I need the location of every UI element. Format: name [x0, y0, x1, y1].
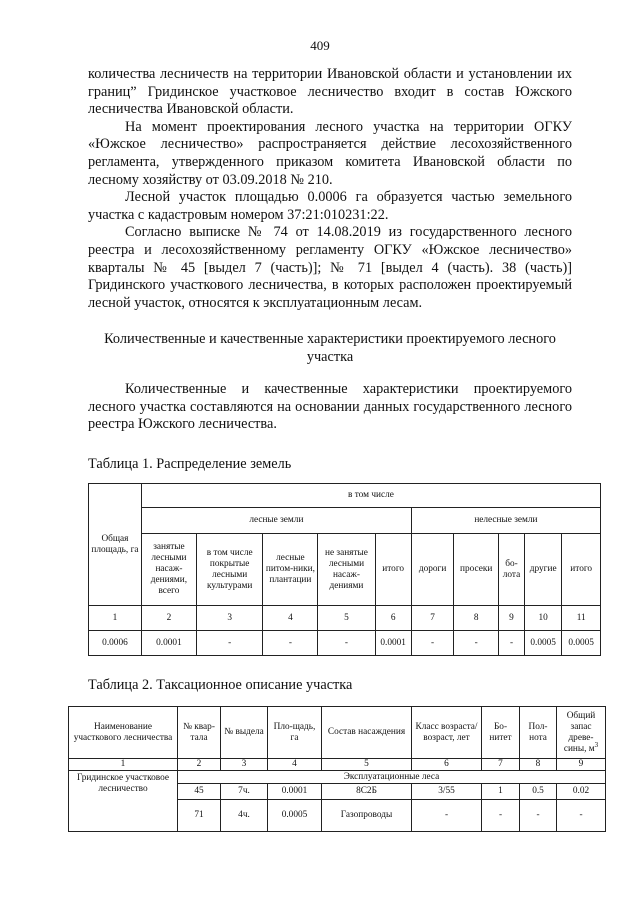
t1-header-col: итого: [562, 534, 601, 606]
t1-cell: 0.0001: [141, 631, 196, 656]
t1-col-number: 5: [318, 606, 375, 631]
t1-cell: -: [411, 631, 454, 656]
paragraph-4: Согласно выписке № 74 от 14.08.2019 из государственного лесного реестра и лесохозяйственному регламенту ОГКУ «Южское лесничество» кварталы № 45 [выдел 7 (часть)]; № 71 [выдел 4 (часть). 38 (часть)] Гридинского участкового лесничества, в которых расположен проектируемый лесной участок, относятся к эксплуатационным лесам.: [88, 224, 572, 311]
t1-cell: 0.0001: [375, 631, 411, 656]
t2-volume-label: Общий запас древе-сины, м: [563, 710, 596, 754]
t1-cell: 0.0005: [524, 631, 561, 656]
t2-col-number: 1: [69, 759, 178, 771]
table2-caption: Таблица 2. Таксационное описание участка: [88, 677, 353, 693]
t2-col-number: 2: [178, 759, 221, 771]
t1-col-number: 8: [454, 606, 499, 631]
t1-header-col: лесные питом-ники, плантации: [263, 534, 318, 606]
t1-cell: -: [263, 631, 318, 656]
t1-col-number: 3: [196, 606, 262, 631]
t1-col-number: 9: [499, 606, 525, 631]
t1-cell: -: [499, 631, 525, 656]
t1-header-total-area: Общая площадь, га: [89, 484, 142, 606]
t2-col-number: 4: [268, 759, 322, 771]
t1-cell: 0.0006: [89, 631, 142, 656]
t1-col-number: 10: [524, 606, 561, 631]
t1-header-col: бо-лота: [499, 534, 525, 606]
t2-cell: -: [557, 800, 606, 832]
table1-caption: Таблица 1. Распределение земель: [88, 456, 292, 472]
t2-district-name: Гридинское участковое лесничество: [69, 771, 178, 832]
t1-header-nonforest-lands: нелесные земли: [411, 508, 600, 534]
taxation-table: [68, 706, 606, 832]
t1-header-forest-lands: лесные земли: [141, 508, 411, 534]
page-number: 409: [310, 38, 330, 53]
t1-cell: -: [196, 631, 262, 656]
t1-header-col: не занятые лесными насаж-дениями: [318, 534, 375, 606]
t2-header: Наименование участкового лесничества: [69, 707, 178, 759]
t2-header: Пол-нота: [520, 707, 557, 759]
paragraph-3: Лесной участок площадью 0.0006 га образуется частью земельного участка с кадастровым номером 37:21:010231:22.: [88, 189, 572, 223]
t1-header-col: в том числе покрытые лесными культурами: [196, 534, 262, 606]
t2-col-number: 8: [520, 759, 557, 771]
t1-header-including: в том числе: [141, 484, 600, 508]
t2-volume-unit-sup: 3: [594, 740, 599, 749]
t2-cell: 0.0005: [268, 800, 322, 832]
t2-cell: 0.0001: [268, 784, 322, 800]
section-text: [88, 381, 572, 434]
t1-cell: -: [318, 631, 375, 656]
t2-col-number: 9: [557, 759, 606, 771]
t2-cell: 1: [482, 784, 520, 800]
t2-cell: 0.5: [520, 784, 557, 800]
t1-header-col: дороги: [411, 534, 454, 606]
t2-cell: 45: [178, 784, 221, 800]
t2-header: Состав насаждения: [322, 707, 412, 759]
t2-cell: 71: [178, 800, 221, 832]
t1-col-number: 4: [263, 606, 318, 631]
t1-col-number: 11: [562, 606, 601, 631]
t2-forest-type: Эксплуатационные леса: [178, 771, 606, 784]
t2-cell: 8С2Б: [322, 784, 412, 800]
t1-header-col: итого: [375, 534, 411, 606]
t2-col-number: 5: [322, 759, 412, 771]
t2-header: № квар-тала: [178, 707, 221, 759]
t2-header-volume: [557, 707, 606, 759]
t1-header-col: просеки: [454, 534, 499, 606]
t1-col-number: 2: [141, 606, 196, 631]
body-text: [88, 66, 572, 312]
t1-header-col: другие: [524, 534, 561, 606]
t2-cell: 3/55: [412, 784, 482, 800]
section-heading: Количественные и качественные характеристики проектируемого лесного участка: [104, 331, 556, 365]
t1-col-number: 6: [375, 606, 411, 631]
paragraph-1: количества лесничеств на территории Ивановской области и установлении их границ” Гридинское участковое лесничество входит в состав Южского лесничества Ивановской области.: [88, 66, 572, 118]
t1-col-number: 1: [89, 606, 142, 631]
t2-cell: 7ч.: [221, 784, 268, 800]
t1-cell: -: [454, 631, 499, 656]
paragraph-5: Количественные и качественные характеристики проектируемого лесного участка составляются на основании данных государственного лесного реестра Южского лесничества.: [88, 381, 572, 433]
t2-col-number: 3: [221, 759, 268, 771]
t2-col-number: 7: [482, 759, 520, 771]
t1-header-col: занятые лесными насаж-дениями, всего: [141, 534, 196, 606]
t2-cell: Газопроводы: [322, 800, 412, 832]
t2-header: Пло-щадь, га: [268, 707, 322, 759]
t2-cell: -: [412, 800, 482, 832]
t2-header: № выдела: [221, 707, 268, 759]
t2-cell: 0.02: [557, 784, 606, 800]
t2-header: Класс возраста/ возраст, лет: [412, 707, 482, 759]
paragraph-2: На момент проектирования лесного участка на территории ОГКУ «Южское лесничество» распространяется действие лесохозяйственного регламента, утвержденного приказом комитета Ивановской области по лесному хозяйству от 03.09.2018 № 210.: [88, 118, 572, 188]
t2-col-number: 6: [412, 759, 482, 771]
t2-cell: 4ч.: [221, 800, 268, 832]
t2-cell: -: [520, 800, 557, 832]
t2-cell: -: [482, 800, 520, 832]
land-distribution-table: [88, 483, 601, 656]
t1-col-number: 7: [411, 606, 454, 631]
t2-header: Бо-нитет: [482, 707, 520, 759]
t1-cell: 0.0005: [562, 631, 601, 656]
